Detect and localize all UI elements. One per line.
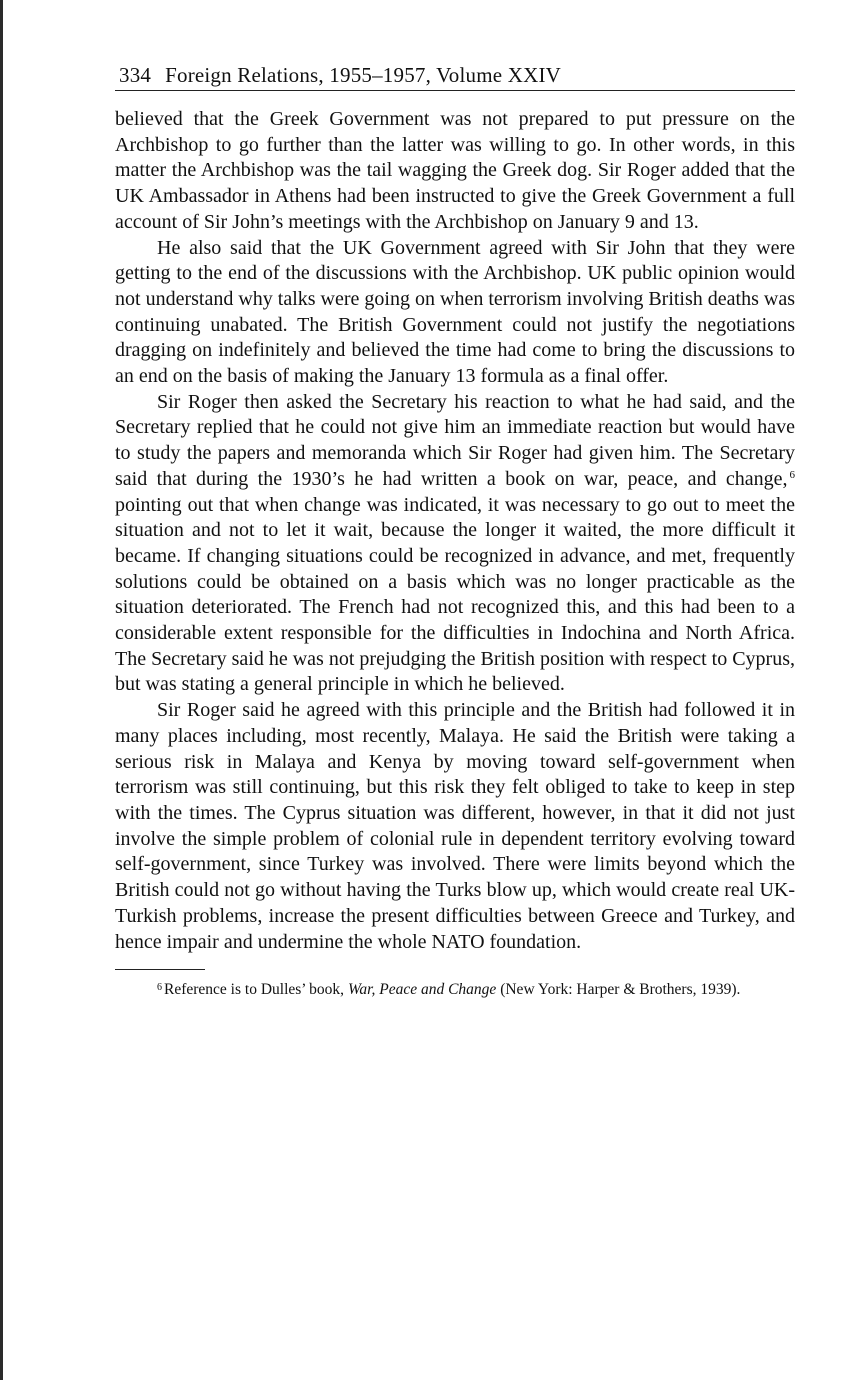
footnote-text-a: Reference is to Dulles’ book, [164, 981, 348, 999]
body-text [115, 107, 795, 955]
footnote-marker: 6 [157, 982, 162, 994]
paragraph-4: Sir Roger said he agreed with this principle and the British had followed it in many places including, most recently, Malaya. He said the British were taking a serious risk in Malaya and Kenya by moving toward self-government when terrorism was still continuing, but this risk they felt obliged to take to keep in step with the times. The Cyprus situation was different, however, in that it did not just involve the simple problem of colonial rule in dependent territory evolving toward self-government, since Turkey was involved. There were limits beyond which the British could not go without having the Turks blow up, which would create real UK-Turkish problems, increase the present difficulties between Greece and Turkey, and hence impair and undermine the whole NATO foundation. [115, 699, 795, 953]
running-title: Foreign Relations, 1955–1957, Volume XXIV [165, 63, 562, 87]
footnote-text-b: (New York: Harper & Brothers, 1939). [496, 981, 741, 999]
document-page [115, 62, 795, 999]
footnote [115, 980, 795, 999]
page-number: 334 [119, 63, 152, 87]
running-header [115, 62, 795, 91]
page-edge [0, 0, 3, 1380]
paragraph-2: He also said that the UK Government agreed with Sir John that they were getting to the end of the discussions with the Archbishop. UK public opinion would not understand why talks were going on when terrorism involving British deaths was continuing unabated. The British Government could not justify the negotiations dragging on indefinitely and believed the time had come to bring the discussions to an end on the basis of making the January 13 formula as a final offer. [115, 236, 795, 388]
paragraph-1: believed that the Greek Government was not prepared to put pressure on the Archbishop to go further than the latter was willing to go. In other words, in this matter the Archbishop was the tail wagging the Greek dog. Sir Roger added that the UK Ambassador in Athens had been instructed to give the Greek Government a full account of Sir John’s meetings with the Archbishop on January 9 and 13. [115, 108, 795, 233]
footnote-book-title: War, Peace and Change [347, 981, 497, 999]
paragraph-3-text-a: Sir Roger then asked the Secretary his reaction to what he had said, and the Secretary replied that he could not give him an immediate reaction but would have to study the papers and memoranda which Sir Roger had given him. The Secretary said that during the 1930’s he had written a book on war, peace, and change, [115, 390, 795, 490]
paragraph-3 [115, 390, 795, 698]
paragraph-3-text-b: pointing out that when change was indicated, it was necessary to go out to meet the situation and not to let it wait, because the longer it waited, the more difficult it became. If changing situations could be recognized in advance, and met, frequently solutions could be obtained on a basis which was no longer practicable as the situation deteriorated. The French had not recognized this, and this had been to a considerable extent responsible for the difficulties in Indochina and North Africa. The Secretary said he was not prejudging the British position with respect to Cyprus, but was stating a general principle in which he believed. [115, 493, 795, 696]
footnote-reference[interactable]: 6 [789, 468, 795, 481]
footnote-divider [115, 969, 205, 970]
